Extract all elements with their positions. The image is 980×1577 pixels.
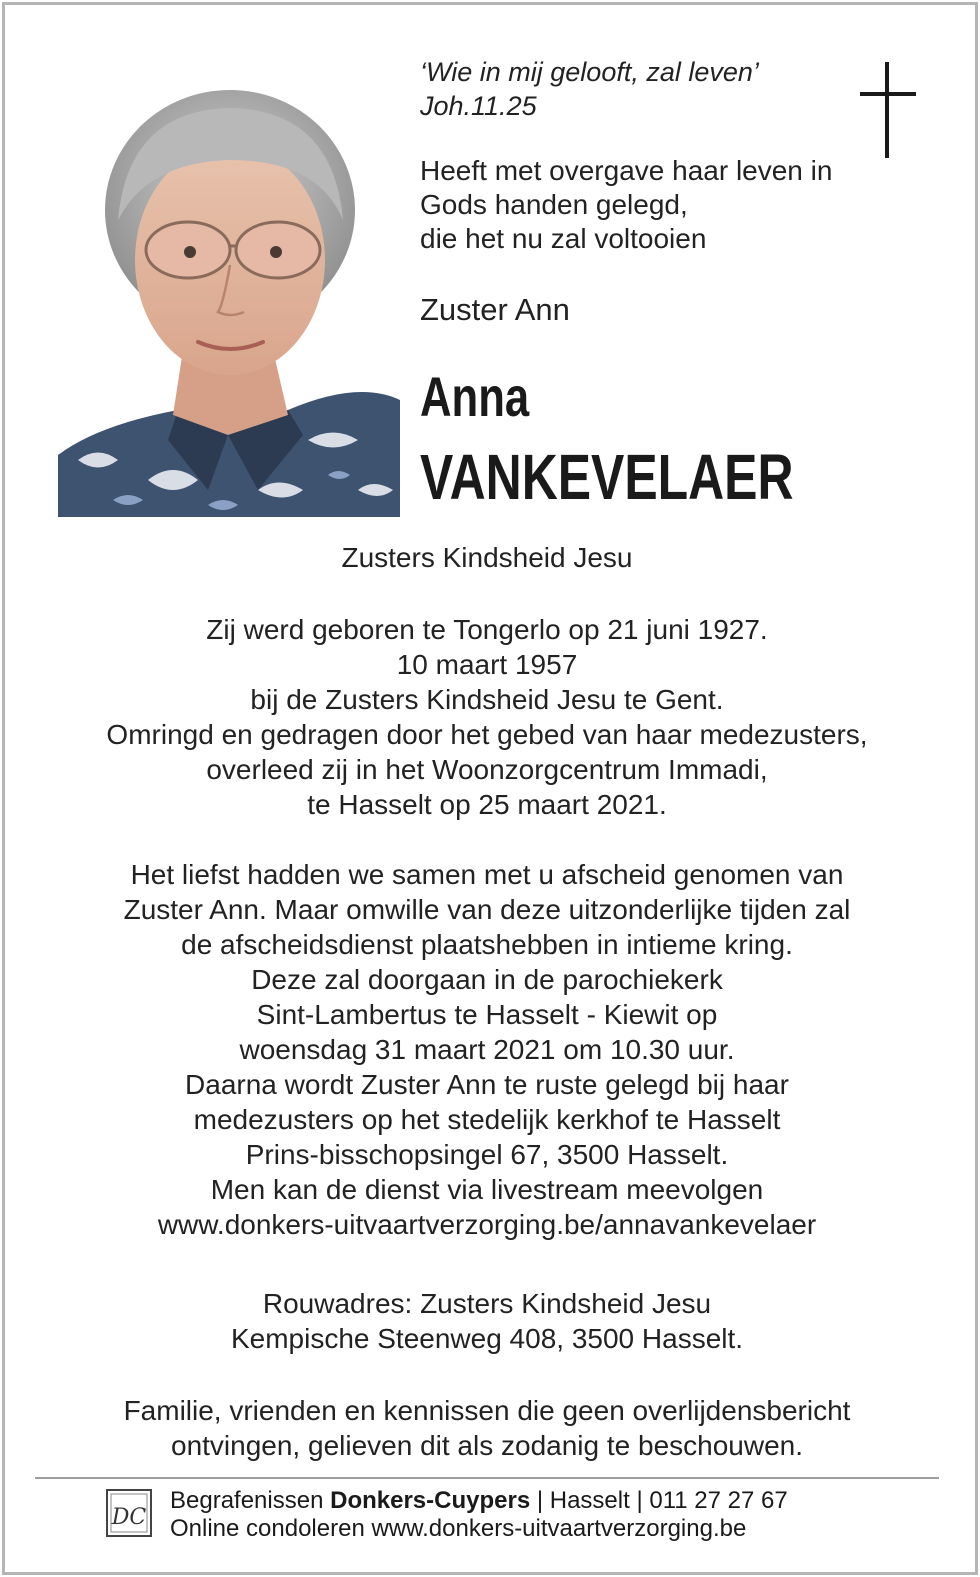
bio-line: bij de Zusters Kindsheid Jesu te Gent.	[250, 684, 724, 715]
notice-line: Familie, vrienden en kennissen die geen overlijdensbericht	[123, 1395, 851, 1426]
bible-quote	[420, 55, 759, 123]
service-line: Prins-bisschopsingel 67, 3500 Hasselt.	[245, 1139, 729, 1170]
notice-line: ontvingen, gelieven dit als zodanig te beschouwen.	[171, 1430, 803, 1461]
address-line: Rouwadres: Zusters Kindsheid Jesu	[262, 1288, 712, 1319]
livestream-link[interactable]: www.donkers-uitvaartverzorging.be/annavankevelaer	[157, 1209, 817, 1240]
funeral-home-name: Donkers-Cuypers	[330, 1487, 531, 1514]
service-line: woensdag 31 maart 2021 om 10.30 uur.	[239, 1034, 735, 1065]
bio-line: Omringd en gedragen door het gebed van haar medezusters,	[106, 719, 868, 750]
footer-prefix: Begrafenissen	[170, 1487, 331, 1514]
intro-line: Gods handen gelegd,	[420, 189, 688, 220]
address-line: Kempische Steenweg 408, 3500 Hasselt.	[230, 1323, 744, 1354]
quote-text: ‘Wie in mij gelooft, zal leven’	[420, 57, 759, 87]
intro-line: die het nu zal voltooien	[420, 223, 707, 254]
footer-line-1	[170, 1487, 788, 1515]
deceased-first-name: Anna	[420, 365, 530, 428]
condolence-link[interactable]: Online condoleren www.donkers-uitvaartverzorging.be	[170, 1515, 747, 1542]
service-line: Deze zal doorgaan in de parochiekerk	[251, 964, 723, 995]
portrait-photo	[58, 80, 400, 517]
footer-location-phone: | Hasselt | 011 27 27 67	[530, 1487, 788, 1514]
service-line: Men kan de dienst via livestream meevolgen	[210, 1174, 764, 1205]
service-line: Zuster Ann. Maar omwille van deze uitzonderlijke tijden zal	[123, 894, 851, 925]
quote-reference: Joh.11.25	[420, 91, 537, 121]
logo-monogram: DC	[111, 1505, 147, 1530]
bio-line: te Hasselt op 25 maart 2021.	[307, 789, 667, 820]
footer	[170, 1487, 788, 1543]
funeral-home-logo-icon	[104, 1487, 156, 1546]
closing-notice	[0, 1393, 974, 1463]
deceased-last-name: VANKEVELAER	[420, 441, 794, 513]
footer-divider	[35, 1477, 939, 1479]
bio-line: Zij werd geboren te Tongerlo op 21 juni 1927.	[206, 614, 768, 645]
latin-cross-icon	[860, 62, 916, 163]
intro-text	[420, 154, 832, 256]
bio-line: overleed zij in het Woonzorgcentrum Immadi,	[206, 754, 768, 785]
congregation: Zusters Kindsheid Jesu	[341, 542, 633, 573]
service-line: medezusters op het stedelijk kerkhof te Hasselt	[193, 1104, 781, 1135]
service-line: Daarna wordt Zuster Ann te ruste gelegd bij haar	[185, 1069, 789, 1100]
religious-name: Zuster Ann	[420, 292, 570, 327]
service-info	[0, 857, 974, 1242]
biography	[0, 612, 974, 822]
service-line: de afscheidsdienst plaatshebben in intieme kring.	[181, 929, 793, 960]
mourning-address	[0, 1286, 974, 1356]
service-line: Het liefst hadden we samen met u afscheid genomen van	[130, 859, 844, 890]
bio-line: 10 maart 1957	[396, 649, 578, 680]
intro-line: Heeft met overgave haar leven in	[420, 155, 833, 186]
service-line: Sint-Lambertus te Hasselt - Kiewit op	[256, 999, 718, 1030]
